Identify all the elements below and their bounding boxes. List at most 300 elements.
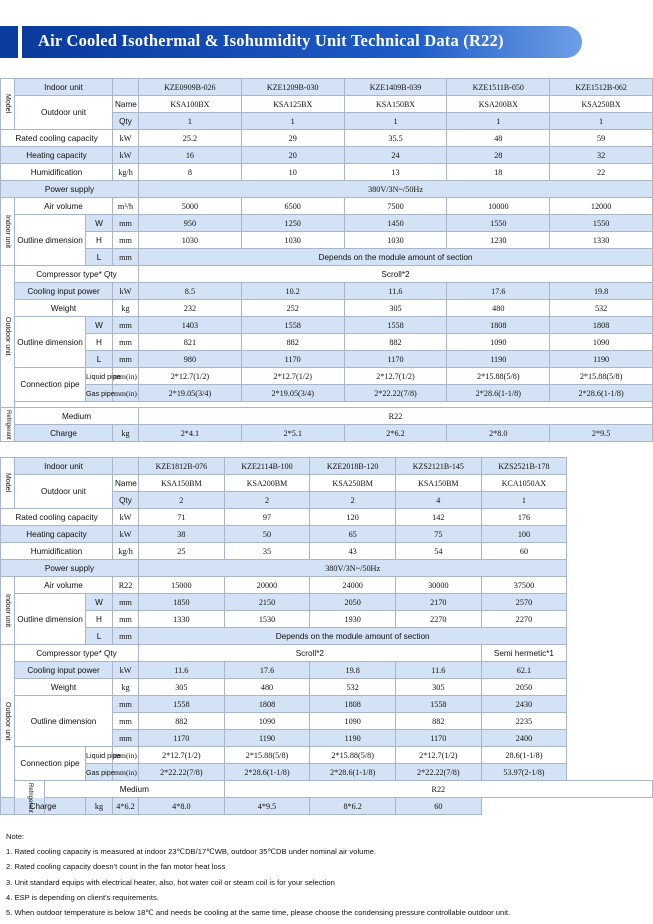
indoor-model: KZE1512B-062 (550, 79, 653, 96)
cell: Scroll*2 (139, 266, 653, 283)
row-label-outdoor-unit: Outdoor unit (15, 96, 113, 130)
cell: 20 (241, 147, 344, 164)
cell: 2*28.6(1-1/8) (310, 764, 396, 781)
cell: 2400 (481, 730, 567, 747)
row-label-weight: Weight (15, 300, 113, 317)
cell: 1170 (395, 730, 481, 747)
cell: 29 (241, 130, 344, 147)
section-label-model: Model (1, 79, 15, 130)
section-label-refrigerant: Refrigerant (1, 408, 15, 442)
cell: 8*6.2 (310, 798, 396, 815)
cell: 2*15.88(5/8) (447, 368, 550, 385)
pipe-label: Liquid pipe (86, 368, 113, 385)
row-label-indoor-unit: Indoor unit (15, 79, 113, 96)
row-label-humidification: Humidification (1, 543, 113, 560)
cell: 2235 (481, 713, 567, 730)
cell: 2170 (395, 594, 481, 611)
cell: 1190 (447, 351, 550, 368)
table-row (1, 611, 653, 628)
dim-label: H (86, 334, 113, 351)
indoor-model: KZE2018B-120 (310, 458, 396, 475)
cell: 1030 (344, 232, 447, 249)
dim-label: H (86, 611, 113, 628)
row-label-compressor: Compressor type* Qty (15, 645, 139, 662)
outdoor-name: KSA150BM (395, 475, 481, 492)
cell: 1230 (447, 232, 550, 249)
unit-label: kg/h (113, 543, 139, 560)
cell: 305 (395, 679, 481, 696)
unit-label: kg (113, 300, 139, 317)
section-label-indoor: Indoor unit (1, 198, 15, 266)
unit-label: mm (113, 628, 139, 645)
row-label-heating: Heating capacity (1, 526, 113, 543)
cell: 380V/3N~/50Hz (139, 181, 653, 198)
table-row (1, 679, 653, 696)
table-row (1, 147, 653, 164)
cell: 1550 (550, 215, 653, 232)
row-label-connection-pipe: Connection pipe (15, 747, 86, 781)
cell: 20000 (224, 577, 310, 594)
outdoor-qty: 2 (310, 492, 396, 509)
unit-label: kg (113, 425, 139, 442)
cell: 1330 (550, 232, 653, 249)
cell: 2*22.22(7/8) (395, 764, 481, 781)
cell: 2*28.6(1-1/8) (447, 385, 550, 402)
unit-label: kW (113, 283, 139, 300)
cell: 950 (139, 215, 242, 232)
cell: 1330 (139, 611, 225, 628)
unit-label: kW (113, 130, 139, 147)
row-label-outline-dimension: Outline dimension (15, 215, 86, 266)
cell: 2*12.7(1/2) (395, 747, 481, 764)
dim-label: L (86, 351, 113, 368)
row-label-medium: Medium (15, 408, 139, 425)
cell: 120 (310, 509, 396, 526)
table-row (1, 764, 653, 781)
cell: 19.8 (310, 662, 396, 679)
section-label-outdoor: Outdoor unit (1, 645, 15, 798)
cell: 2430 (481, 696, 567, 713)
table-row (1, 475, 653, 492)
cell: 15000 (139, 577, 225, 594)
outdoor-name: KSA125BX (241, 96, 344, 113)
cell: 2*28.6(1-1/8) (550, 385, 653, 402)
table-row (1, 266, 653, 283)
unit-label: mm (113, 594, 139, 611)
note-item: 5. When outdoor temperature is below 18℃ and needs be cooling at the same time, please choose the condensing pressure controllable outdoor unit. (6, 908, 511, 918)
dim-label: W (86, 594, 113, 611)
cell: 142 (395, 509, 481, 526)
cell: 2*22.22(7/8) (139, 764, 225, 781)
cell: 16 (139, 147, 242, 164)
table-row (1, 368, 653, 385)
cell: 305 (344, 300, 447, 317)
unit-label: Name (113, 96, 139, 113)
row-label-cooling-input: Cooling input power (15, 662, 113, 679)
unit-label: kg/h (113, 164, 139, 181)
cell: 6500 (241, 198, 344, 215)
cell: 2*19.05(3/4) (139, 385, 242, 402)
cell: 1558 (344, 317, 447, 334)
cell: 2270 (395, 611, 481, 628)
cell: 2*4.1 (139, 425, 242, 442)
table-row (1, 408, 653, 425)
cell: 980 (139, 351, 242, 368)
pipe-label: Gas pipe (86, 385, 113, 402)
cell: 2*6.2 (344, 425, 447, 442)
cell: 882 (344, 334, 447, 351)
title-banner (0, 26, 653, 58)
dim-label: L (86, 249, 113, 266)
cell: 1170 (241, 351, 344, 368)
cell: 60 (395, 798, 481, 815)
cell: 5000 (139, 198, 242, 215)
cell: 882 (241, 334, 344, 351)
cell: 8.5 (139, 283, 242, 300)
cell: 2*15.88(5/8) (550, 368, 653, 385)
note-item: 2. Rated cooling capacity doesn't count in the fan motor heat loss (6, 862, 226, 872)
row-label-medium: Medium (45, 781, 225, 798)
cell: Depends on the module amount of section (139, 249, 653, 266)
unit-label: mm (113, 351, 139, 368)
cell: 480 (224, 679, 310, 696)
row-label-outline-dimension: Outline dimension (15, 696, 113, 747)
unit-label: kg (86, 798, 113, 815)
row-label-humidification: Humidification (1, 164, 113, 181)
unit-label: mm (113, 317, 139, 334)
outdoor-name: KSA200BM (224, 475, 310, 492)
row-label-compressor: Compressor type* Qty (15, 266, 139, 283)
table-row (1, 509, 653, 526)
cell: 100 (481, 526, 567, 543)
unit-label: kg (113, 679, 139, 696)
cell: Depends on the module amount of section (139, 628, 567, 645)
indoor-model: KZE1511B-050 (447, 79, 550, 96)
cell: 28.6(1-1/8) (481, 747, 567, 764)
cell: 59 (550, 130, 653, 147)
table-row (1, 425, 653, 442)
cell: 4*9.5 (224, 798, 310, 815)
cell: 24000 (310, 577, 396, 594)
cell: 480 (447, 300, 550, 317)
cell: Scroll*2 (139, 645, 482, 662)
cell: 11.6 (344, 283, 447, 300)
cell: 35 (224, 543, 310, 560)
row-label-outline-dimension: Outline dimension (15, 594, 86, 645)
pipe-label: Liquid pipe (86, 747, 113, 764)
cell: 1550 (447, 215, 550, 232)
table-row (1, 317, 653, 334)
unit-label: kW (113, 662, 139, 679)
cell: 25.2 (139, 130, 242, 147)
cell: 7500 (344, 198, 447, 215)
spec-table-1 (0, 78, 653, 442)
cell: 1190 (310, 730, 396, 747)
cell: 38 (139, 526, 225, 543)
outdoor-qty: 1 (344, 113, 447, 130)
dim-label: H (86, 232, 113, 249)
row-label-heating: Heating capacity (1, 147, 113, 164)
notes-heading: Note: (6, 832, 25, 841)
row-label-rated-cooling: Rated cooling capacity (1, 130, 113, 147)
row-label-air-volume: Air volume (15, 198, 113, 215)
cell: 28 (447, 147, 550, 164)
cell: 1930 (310, 611, 396, 628)
table-row (1, 385, 653, 402)
cell: 532 (550, 300, 653, 317)
cell: 17.6 (447, 283, 550, 300)
outdoor-name: KCA1050AX (481, 475, 567, 492)
cell: 11.6 (139, 662, 225, 679)
pipe-label: Gas pipe (86, 764, 113, 781)
table-row (1, 798, 653, 815)
cell: 2050 (310, 594, 396, 611)
table-row (1, 181, 653, 198)
cell: 2*28.6(1-1/8) (224, 764, 310, 781)
outdoor-name: KSA100BX (139, 96, 242, 113)
notes (6, 829, 646, 920)
cell: 22 (550, 164, 653, 181)
unit-label: mm(in) (113, 368, 139, 385)
section-label-model: Model (1, 458, 15, 509)
unit-label: mm (113, 611, 139, 628)
cell: 4*6.2 (113, 798, 139, 815)
unit-label: mm (113, 713, 139, 730)
row-label-rated-cooling: Rated cooling capacity (1, 509, 113, 526)
cell: 2270 (481, 611, 567, 628)
cell: 232 (139, 300, 242, 317)
outdoor-qty: 1 (447, 113, 550, 130)
row-label-charge: Charge (15, 425, 113, 442)
cell: 97 (224, 509, 310, 526)
section-label-refrigerant: Refrigerant (15, 781, 45, 815)
cell: 2*19.05(3/4) (241, 385, 344, 402)
unit-label: mm(in) (113, 764, 139, 781)
table-row (1, 577, 653, 594)
cell: 1030 (139, 232, 242, 249)
cell: 4*8.0 (139, 798, 225, 815)
unit-label: mm (113, 232, 139, 249)
table-row (1, 96, 653, 113)
cell: 10.2 (241, 283, 344, 300)
cell: 53.97(2-1/8) (481, 764, 567, 781)
unit-label: kW (113, 509, 139, 526)
cell: 1403 (139, 317, 242, 334)
table-row (1, 458, 653, 475)
indoor-model: KZS2521B-178 (481, 458, 567, 475)
table-row (1, 628, 653, 645)
cell: 10000 (447, 198, 550, 215)
row-label-outdoor-unit: Outdoor unit (15, 475, 113, 509)
unit-label: Qty (113, 492, 139, 509)
cell: 1558 (139, 696, 225, 713)
outdoor-name: KSA150BX (344, 96, 447, 113)
cell: 1530 (224, 611, 310, 628)
cell: 1190 (550, 351, 653, 368)
cell: 43 (310, 543, 396, 560)
cell: 1090 (224, 713, 310, 730)
banner-accent (0, 26, 18, 58)
row-label-charge: Charge (1, 798, 86, 815)
row-label-outline-dimension: Outline dimension (15, 317, 86, 368)
cell: 2*12.7(1/2) (344, 368, 447, 385)
cell: 1850 (139, 594, 225, 611)
cell: R22 (139, 408, 653, 425)
row-label-indoor-unit: Indoor unit (15, 458, 113, 475)
cell: 13 (344, 164, 447, 181)
cell: 10 (241, 164, 344, 181)
cell: 1190 (224, 730, 310, 747)
cell: 305 (139, 679, 225, 696)
cell: 2150 (224, 594, 310, 611)
outdoor-qty: 2 (139, 492, 225, 509)
cell: 882 (395, 713, 481, 730)
cell: 1030 (241, 232, 344, 249)
cell: 19.8 (550, 283, 653, 300)
cell: 2*8.0 (447, 425, 550, 442)
note-item: 4. ESP is depending on client's requirements. (6, 892, 159, 902)
unit-label: mm (113, 334, 139, 351)
unit-label: mm (113, 696, 139, 713)
cell: 48 (447, 130, 550, 147)
outdoor-name: KSA150BM (139, 475, 225, 492)
unit-label: m³/h (113, 198, 139, 215)
unit-label: mm (113, 730, 139, 747)
cell: 2*12.7(1/2) (241, 368, 344, 385)
unit-label: Name (113, 475, 139, 492)
cell: 8 (139, 164, 242, 181)
indoor-model: KZE1409B-039 (344, 79, 447, 96)
indoor-model: KZE2114B-100 (224, 458, 310, 475)
outdoor-qty: 4 (395, 492, 481, 509)
cell: 1450 (344, 215, 447, 232)
table-row (1, 560, 653, 577)
cell: 24 (344, 147, 447, 164)
cell: 1090 (447, 334, 550, 351)
dim-label: L (86, 628, 113, 645)
table-row (1, 334, 653, 351)
table-row (1, 130, 653, 147)
cell: 2*12.7(1/2) (139, 368, 242, 385)
unit-label: R22 (113, 577, 139, 594)
cell: 35.5 (344, 130, 447, 147)
cell: 32 (550, 147, 653, 164)
cell: Semi hermetic*1 (481, 645, 567, 662)
table-row (1, 300, 653, 317)
cell: 65 (310, 526, 396, 543)
table-row (1, 696, 653, 713)
unit-label: kW (113, 147, 139, 164)
cell: 60 (481, 543, 567, 560)
cell: 1808 (550, 317, 653, 334)
cell: 1170 (344, 351, 447, 368)
cell: 1090 (550, 334, 653, 351)
unit-label: Qty (113, 113, 139, 130)
indoor-model: KZE0909B-026 (139, 79, 242, 96)
cell: 2*15.88(5/8) (224, 747, 310, 764)
table-row (1, 249, 653, 266)
indoor-model: KZS2121B-145 (395, 458, 481, 475)
note-item: 3. Unit standard equips with electrical heater, also, hot water coil or steam coil is for your selection (6, 877, 335, 887)
unit-label: mm (113, 249, 139, 266)
cell: 821 (139, 334, 242, 351)
table-row (1, 781, 653, 798)
table-row (1, 747, 653, 764)
table-row (1, 543, 653, 560)
outdoor-name: KSA250BX (550, 96, 653, 113)
cell: 380V/3N~/50Hz (139, 560, 567, 577)
table-row (1, 215, 653, 232)
cell: 62.1 (481, 662, 567, 679)
dim-label: W (86, 317, 113, 334)
row-label-cooling-input: Cooling input power (15, 283, 113, 300)
cell: 71 (139, 509, 225, 526)
row-label-connection-pipe: Connection pipe (15, 368, 86, 402)
table-row (1, 79, 653, 96)
row-label-power-supply: Power supply (1, 560, 139, 577)
table-row (1, 662, 653, 679)
cell: 1808 (447, 317, 550, 334)
dim-label: W (86, 215, 113, 232)
cell: 12000 (550, 198, 653, 215)
unit-label: mm(in) (113, 747, 139, 764)
cell: 176 (481, 509, 567, 526)
cell: 252 (241, 300, 344, 317)
table-row (1, 232, 653, 249)
cell: 1808 (310, 696, 396, 713)
outdoor-qty: 1 (550, 113, 653, 130)
cell: 1250 (241, 215, 344, 232)
spec-table-2 (0, 457, 653, 815)
section-label-indoor: Indoor unit (1, 577, 15, 645)
outdoor-qty: 2 (224, 492, 310, 509)
cell: 1558 (395, 696, 481, 713)
outdoor-qty: 1 (241, 113, 344, 130)
outdoor-name: KSA200BX (447, 96, 550, 113)
unit-label: kW (113, 526, 139, 543)
note-item: 1. Rated cooling capacity is measured at indoor 23℃DB/17℃WB, outdoor 35℃DB under nominal air volume. (6, 847, 377, 857)
cell: 2*12.7(1/2) (139, 747, 225, 764)
row-label-air-volume: Air volume (15, 577, 113, 594)
unit-label: mm(in) (113, 385, 139, 402)
cell: 2*9.5 (550, 425, 653, 442)
row-label-power-supply: Power supply (1, 181, 139, 198)
cell: 2050 (481, 679, 567, 696)
cell: 532 (310, 679, 396, 696)
table-row (1, 526, 653, 543)
cell: 18 (447, 164, 550, 181)
unit-label: mm (113, 215, 139, 232)
table-row (1, 198, 653, 215)
cell: 25 (139, 543, 225, 560)
outdoor-name: KSA250BM (310, 475, 396, 492)
cell: 2*22.22(7/8) (344, 385, 447, 402)
indoor-model: KZE1812B-076 (139, 458, 225, 475)
cell: R22 (224, 781, 652, 798)
cell: 1558 (241, 317, 344, 334)
table-row (1, 594, 653, 611)
section-label-outdoor: Outdoor unit (1, 266, 15, 408)
row-label-weight: Weight (15, 679, 113, 696)
cell: 75 (395, 526, 481, 543)
cell: 1090 (310, 713, 396, 730)
cell: 11.6 (395, 662, 481, 679)
outdoor-qty: 1 (481, 492, 567, 509)
indoor-model: KZE1209B-030 (241, 79, 344, 96)
cell: 30000 (395, 577, 481, 594)
table-row (1, 164, 653, 181)
cell: 17.6 (224, 662, 310, 679)
